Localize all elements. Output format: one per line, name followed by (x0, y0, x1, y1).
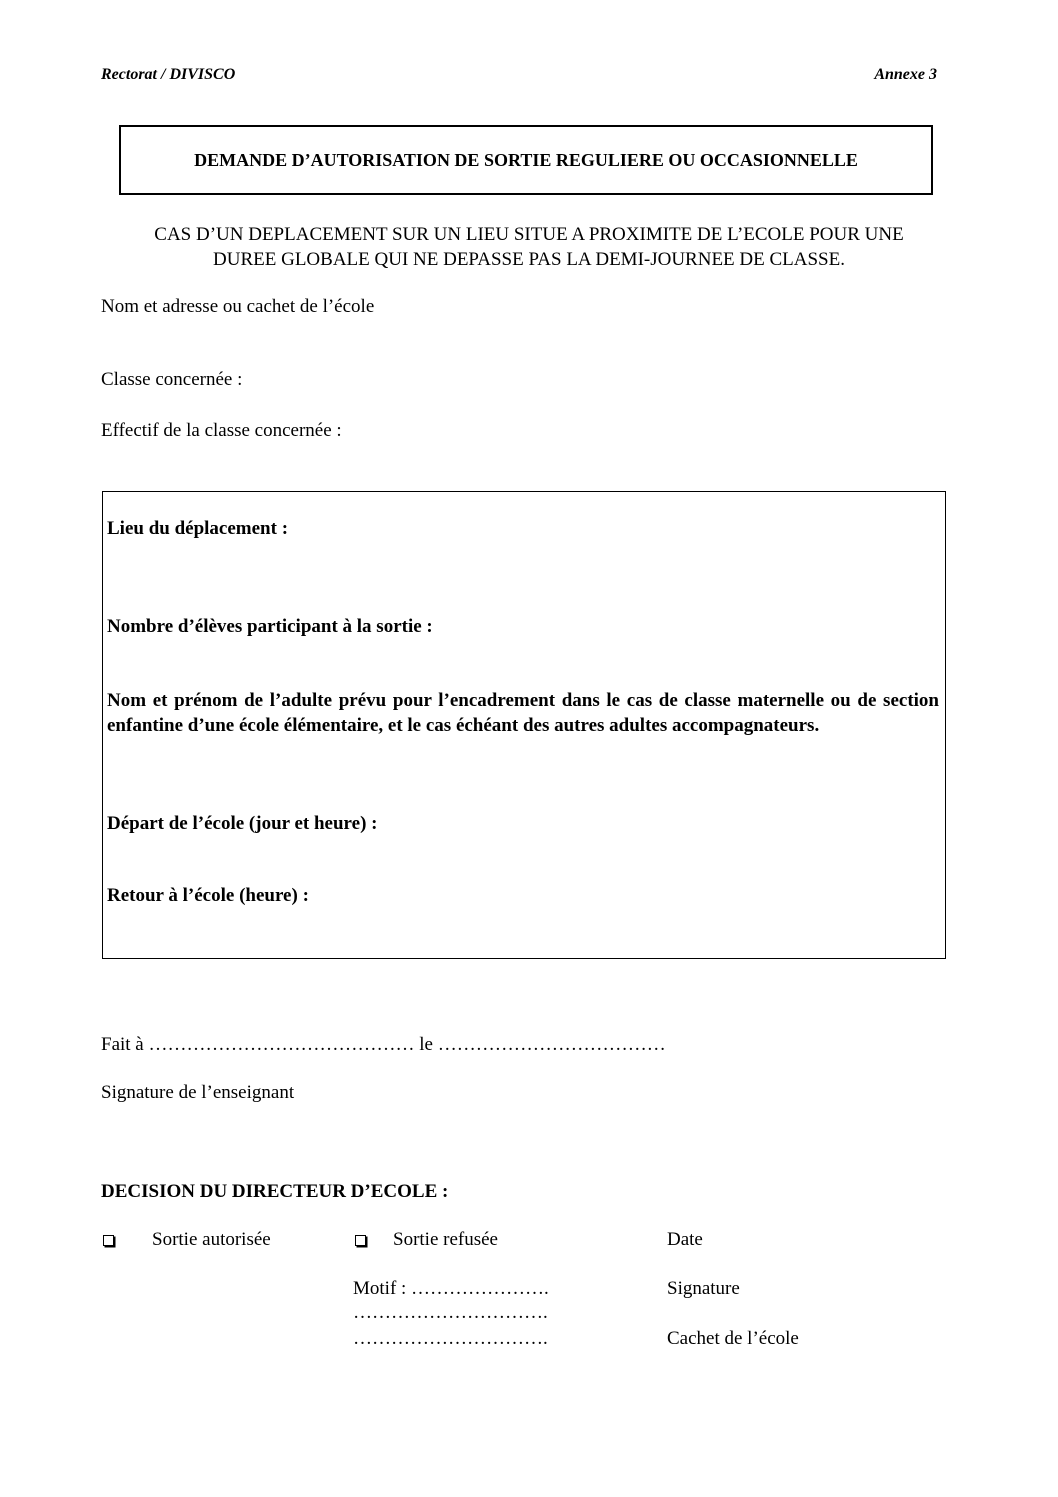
header-annex: Annexe 3 (874, 66, 937, 83)
headcount-field[interactable]: Effectif de la classe concernée : (101, 420, 342, 441)
trip-location-field[interactable]: Lieu du déplacement : (107, 518, 289, 539)
page-title: DEMANDE D’AUTORISATION DE SORTIE REGULIERE OU OCCASIONNELLE (194, 149, 858, 170)
title-box (119, 125, 933, 195)
motif-line-2[interactable]: …………………………. (353, 1302, 548, 1323)
decision-date-label: Date (667, 1229, 703, 1250)
header-left: Rectorat / DIVISCO (101, 66, 236, 83)
refused-checkbox[interactable] (355, 1235, 366, 1246)
authorized-label: Sortie autorisée (152, 1229, 271, 1250)
place-date-line[interactable]: Fait à …………………………………… le ……………………………… (101, 1034, 666, 1055)
supervising-adults-field[interactable]: Nom et prénom de l’adulte prévu pour l’encadrement dans le cas de classe maternelle ou de section enfantine d’une école élémentaire, et le cas échéant des autres adultes accompagnateurs. (107, 690, 939, 736)
student-count-field[interactable]: Nombre d’élèves participant à la sortie : (107, 616, 433, 637)
director-decision-heading: DECISION DU DIRECTEUR D’ECOLE : (101, 1181, 449, 1202)
return-field[interactable]: Retour à l’école (heure) : (107, 885, 309, 906)
director-signature-label: Signature (667, 1278, 740, 1299)
subtitle-line-2: DUREE GLOBALE QUI NE DEPASSE PAS LA DEMI-JOURNEE DE CLASSE. (213, 249, 845, 270)
school-stamp-label: Cachet de l’école (667, 1328, 799, 1349)
class-field[interactable]: Classe concernée : (101, 369, 243, 390)
teacher-signature-label: Signature de l’enseignant (101, 1082, 295, 1103)
departure-field[interactable]: Départ de l’école (jour et heure) : (107, 813, 378, 834)
motif-field[interactable]: Motif : …………………. (353, 1278, 549, 1299)
subtitle (80, 222, 978, 272)
subtitle-line-1: CAS D’UN DEPLACEMENT SUR UN LIEU SITUE A PROXIMITE DE L’ECOLE POUR UNE (154, 224, 904, 245)
school-name-field[interactable]: Nom et adresse ou cachet de l’école (101, 296, 375, 317)
authorized-checkbox[interactable] (103, 1235, 114, 1246)
refused-label: Sortie refusée (393, 1229, 498, 1250)
motif-line-3[interactable]: …………………………. (353, 1328, 548, 1349)
